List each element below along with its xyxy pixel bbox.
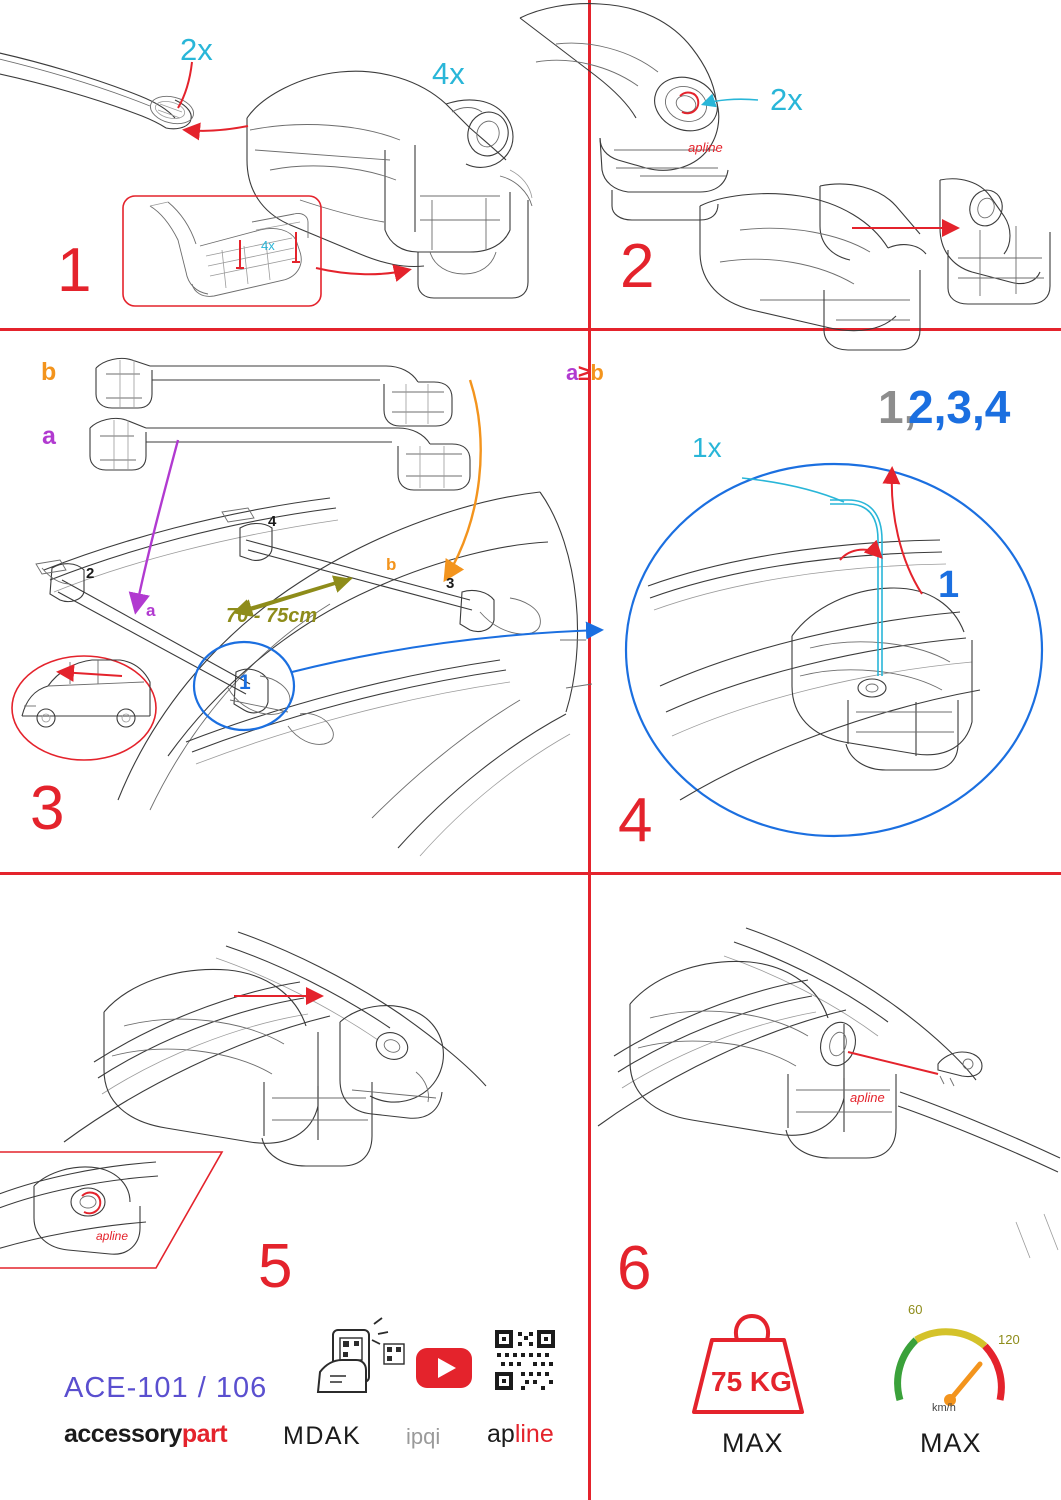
qr-scan-icon xyxy=(318,1318,404,1392)
condition-a: a xyxy=(566,360,579,385)
product-code: ACE-101 / 106 xyxy=(64,1372,268,1404)
step2-upper-foot xyxy=(520,4,728,220)
speed-max-label: MAX xyxy=(920,1428,982,1458)
speed-unit-label: km/h xyxy=(932,1402,956,1414)
distance-label: 70 - 75cm xyxy=(226,605,318,627)
step1-qty-top: 2x xyxy=(180,32,213,67)
speed-limit-icon xyxy=(898,1332,1002,1406)
svg-text:apline: apline xyxy=(688,140,723,155)
sequence-grey: 1, xyxy=(878,381,917,433)
bar-label-a: a xyxy=(42,422,56,450)
brand-ap-text: ap xyxy=(487,1420,515,1448)
step4-qty: 1x xyxy=(692,432,722,463)
step3-bar-a xyxy=(90,418,470,490)
step4-detail-circle xyxy=(626,464,1042,836)
marker-label-3: 3 xyxy=(446,575,455,592)
brand-part-text: part xyxy=(181,1420,228,1448)
marker-label-2: 2 xyxy=(86,565,95,582)
gauge-max-label: 120 xyxy=(998,1332,1020,1347)
step5-illustration xyxy=(0,932,486,1268)
weight-max-label: MAX xyxy=(722,1428,784,1458)
step1-rail-bar xyxy=(0,52,196,129)
gauge-min-label: 60 xyxy=(908,1302,923,1317)
brand-mdak: MDAK xyxy=(283,1422,362,1450)
position-label-a: a xyxy=(146,601,156,620)
youtube-icon xyxy=(416,1348,472,1388)
svg-text:apline: apline xyxy=(850,1090,885,1105)
step-number-2: 2 xyxy=(620,232,656,301)
step3-car-inset xyxy=(12,656,156,760)
position-label-b: b xyxy=(386,555,397,574)
step1-qty-mid: 4x xyxy=(432,56,465,91)
condition-b: b xyxy=(590,360,604,385)
step3-bar-b xyxy=(96,358,452,426)
step-number-1: 1 xyxy=(57,236,93,305)
marker-label-1: 1 xyxy=(239,671,251,694)
condition-ge: ≥ xyxy=(578,360,591,385)
step2-lower-assembly xyxy=(700,179,1050,350)
brand-apline xyxy=(487,1420,554,1449)
step-number-4: 4 xyxy=(618,786,654,855)
step-number-5: 5 xyxy=(258,1232,294,1301)
torque-first-label: 1 xyxy=(938,564,960,606)
qr-code-icon xyxy=(495,1330,555,1390)
step1-rack-foot xyxy=(247,71,532,298)
step-number-3: 3 xyxy=(30,774,66,843)
brand-accessory-text: accessory xyxy=(64,1420,182,1448)
step2-qty: 2x xyxy=(770,82,803,117)
step1-qty-inset: 4x xyxy=(261,238,275,253)
weight-value: 75 KG xyxy=(711,1366,792,1397)
step6-illustration xyxy=(598,928,1060,1258)
step3-car-roof xyxy=(44,492,592,856)
marker-label-4: 4 xyxy=(268,513,277,530)
sequence-blue: 2,3,4 xyxy=(908,381,1011,433)
step-number-6: 6 xyxy=(617,1234,653,1303)
brand-accessorypart xyxy=(64,1420,227,1449)
brand-ipqi: ipqi xyxy=(406,1424,441,1449)
svg-text:apline: apline xyxy=(96,1229,129,1243)
step1-inset-detail xyxy=(123,196,321,306)
condition-label xyxy=(566,362,604,384)
brand-line-text: line xyxy=(514,1420,554,1448)
bar-label-b: b xyxy=(41,358,57,386)
